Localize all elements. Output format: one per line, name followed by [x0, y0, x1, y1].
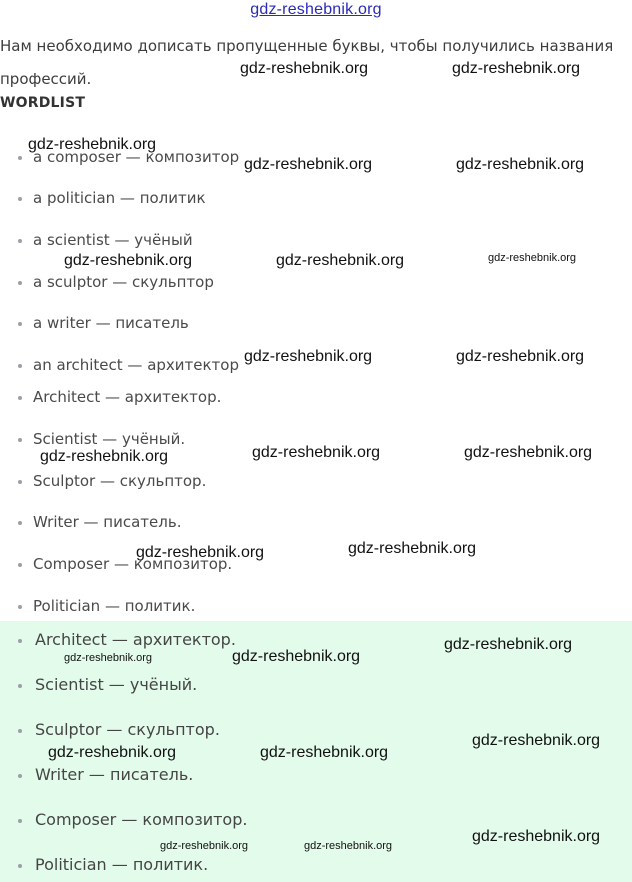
watermark: gdz-reshebnik.org	[304, 840, 393, 852]
watermark: gdz-reshebnik.org	[64, 652, 153, 664]
bullet-icon	[18, 480, 22, 484]
watermark: gdz-reshebnik.org	[232, 648, 361, 665]
watermark: gdz-reshebnik.org	[244, 156, 373, 173]
bullet-icon	[18, 563, 22, 567]
watermark: gdz-reshebnik.org	[456, 348, 585, 365]
watermark: gdz-reshebnik.org	[240, 60, 369, 77]
bullet-icon	[18, 521, 22, 525]
bullet-icon	[18, 396, 22, 400]
bullet-icon	[18, 364, 22, 368]
watermark: gdz-reshebnik.org	[444, 636, 573, 653]
watermark: gdz-reshebnik.org	[464, 444, 593, 461]
watermark: gdz-reshebnik.org	[160, 840, 249, 852]
bullet-icon	[18, 864, 22, 868]
bullet-icon	[18, 156, 22, 160]
bullet-icon	[18, 197, 22, 201]
watermark: gdz-reshebnik.org	[260, 744, 389, 761]
watermark: gdz-reshebnik.org	[252, 444, 381, 461]
bullet-icon	[18, 684, 22, 688]
intro-text: Нам необходимо дописать пропущенные буквы, чтобы получились названия профессий.	[0, 37, 614, 88]
watermark: gdz-reshebnik.org	[472, 828, 601, 845]
watermark: gdz-reshebnik.org	[472, 732, 601, 749]
watermark: gdz-reshebnik.org	[276, 252, 405, 269]
watermark: gdz-reshebnik.org	[488, 252, 577, 264]
bullet-icon	[18, 774, 22, 778]
bullet-icon	[18, 281, 22, 285]
header-link[interactable]: gdz-reshebnik.org	[250, 1, 382, 18]
bullet-icon	[18, 239, 22, 243]
watermark: gdz-reshebnik.org	[136, 544, 265, 561]
watermark: gdz-reshebnik.org	[348, 540, 477, 557]
bullet-icon	[18, 605, 22, 609]
watermark: gdz-reshebnik.org	[40, 448, 169, 465]
wordlist-heading: WORDLIST	[0, 95, 86, 111]
watermark: gdz-reshebnik.org	[456, 156, 585, 173]
watermark: gdz-reshebnik.org	[452, 60, 581, 77]
watermark: gdz-reshebnik.org	[28, 136, 157, 153]
watermark: gdz-reshebnik.org	[48, 744, 177, 761]
bullet-icon	[18, 729, 22, 733]
bullet-icon	[18, 438, 22, 442]
watermark: gdz-reshebnik.org	[64, 252, 193, 269]
bullet-icon	[18, 639, 22, 643]
watermark: gdz-reshebnik.org	[244, 348, 373, 365]
bullet-icon	[18, 322, 22, 326]
bullet-icon	[18, 819, 22, 823]
